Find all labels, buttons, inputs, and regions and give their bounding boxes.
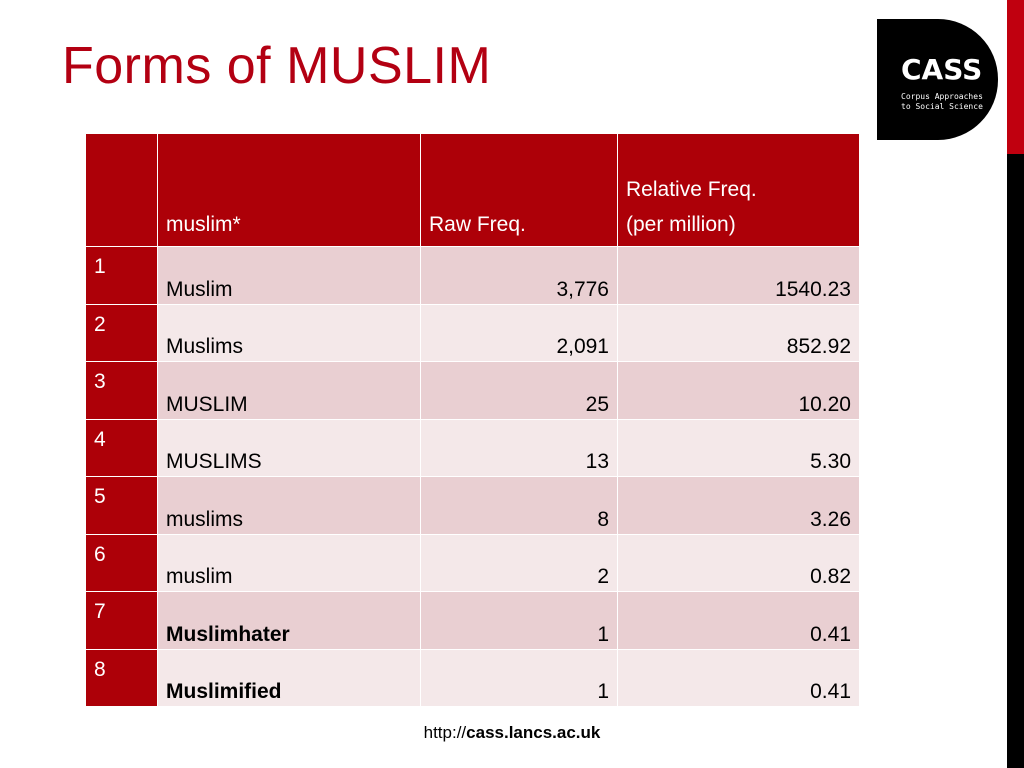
logo-subtitle bbox=[901, 92, 983, 112]
slide-title: Forms of MUSLIM bbox=[62, 37, 492, 95]
table-row bbox=[86, 592, 860, 650]
row-form: Muslimhater bbox=[158, 592, 421, 650]
table-row bbox=[86, 477, 860, 535]
row-relative-freq: 5.30 bbox=[618, 419, 860, 477]
row-relative-freq: 0.41 bbox=[618, 649, 860, 707]
edge-decoration-bar bbox=[1007, 0, 1024, 768]
cass-logo bbox=[877, 19, 998, 140]
row-form: Muslims bbox=[158, 304, 421, 362]
header-relative-freq bbox=[618, 134, 860, 247]
row-relative-freq: 10.20 bbox=[618, 362, 860, 420]
header-raw-freq: Raw Freq. bbox=[421, 134, 618, 247]
row-raw-freq: 1 bbox=[421, 649, 618, 707]
footer-url-domain[interactable]: cass.lancs.ac.uk bbox=[466, 723, 601, 742]
row-raw-freq: 1 bbox=[421, 592, 618, 650]
row-index: 1 bbox=[86, 247, 158, 305]
table-row bbox=[86, 362, 860, 420]
row-index: 3 bbox=[86, 362, 158, 420]
row-raw-freq: 2,091 bbox=[421, 304, 618, 362]
table-header-row bbox=[86, 134, 860, 247]
row-form: muslims bbox=[158, 477, 421, 535]
table-row bbox=[86, 419, 860, 477]
frequency-table bbox=[85, 133, 860, 707]
row-form: MUSLIMS bbox=[158, 419, 421, 477]
row-relative-freq: 0.41 bbox=[618, 592, 860, 650]
row-form: muslim bbox=[158, 534, 421, 592]
table-row bbox=[86, 534, 860, 592]
row-relative-freq: 0.82 bbox=[618, 534, 860, 592]
row-relative-freq: 3.26 bbox=[618, 477, 860, 535]
logo-subtitle-line2: to Social Science bbox=[901, 102, 983, 111]
row-index: 5 bbox=[86, 477, 158, 535]
row-form: Muslimified bbox=[158, 649, 421, 707]
header-form: muslim* bbox=[158, 134, 421, 247]
header-relative-freq-line2: (per million) bbox=[626, 213, 736, 236]
edge-decoration-accent bbox=[1007, 0, 1024, 154]
row-relative-freq: 1540.23 bbox=[618, 247, 860, 305]
row-raw-freq: 13 bbox=[421, 419, 618, 477]
row-raw-freq: 8 bbox=[421, 477, 618, 535]
table-row bbox=[86, 304, 860, 362]
footer-url[interactable] bbox=[0, 723, 1024, 743]
header-index bbox=[86, 134, 158, 247]
footer-url-prefix[interactable]: http:// bbox=[423, 723, 467, 742]
table-row bbox=[86, 247, 860, 305]
row-index: 6 bbox=[86, 534, 158, 592]
row-index: 4 bbox=[86, 419, 158, 477]
row-index: 2 bbox=[86, 304, 158, 362]
logo-text: CASS bbox=[901, 53, 983, 86]
logo-subtitle-line1: Corpus Approaches bbox=[901, 92, 983, 101]
row-index: 8 bbox=[86, 649, 158, 707]
row-raw-freq: 25 bbox=[421, 362, 618, 420]
row-index: 7 bbox=[86, 592, 158, 650]
row-relative-freq: 852.92 bbox=[618, 304, 860, 362]
row-raw-freq: 2 bbox=[421, 534, 618, 592]
row-form: Muslim bbox=[158, 247, 421, 305]
header-relative-freq-line1: Relative Freq. bbox=[626, 178, 757, 201]
table-row bbox=[86, 649, 860, 707]
row-raw-freq: 3,776 bbox=[421, 247, 618, 305]
row-form: MUSLIM bbox=[158, 362, 421, 420]
